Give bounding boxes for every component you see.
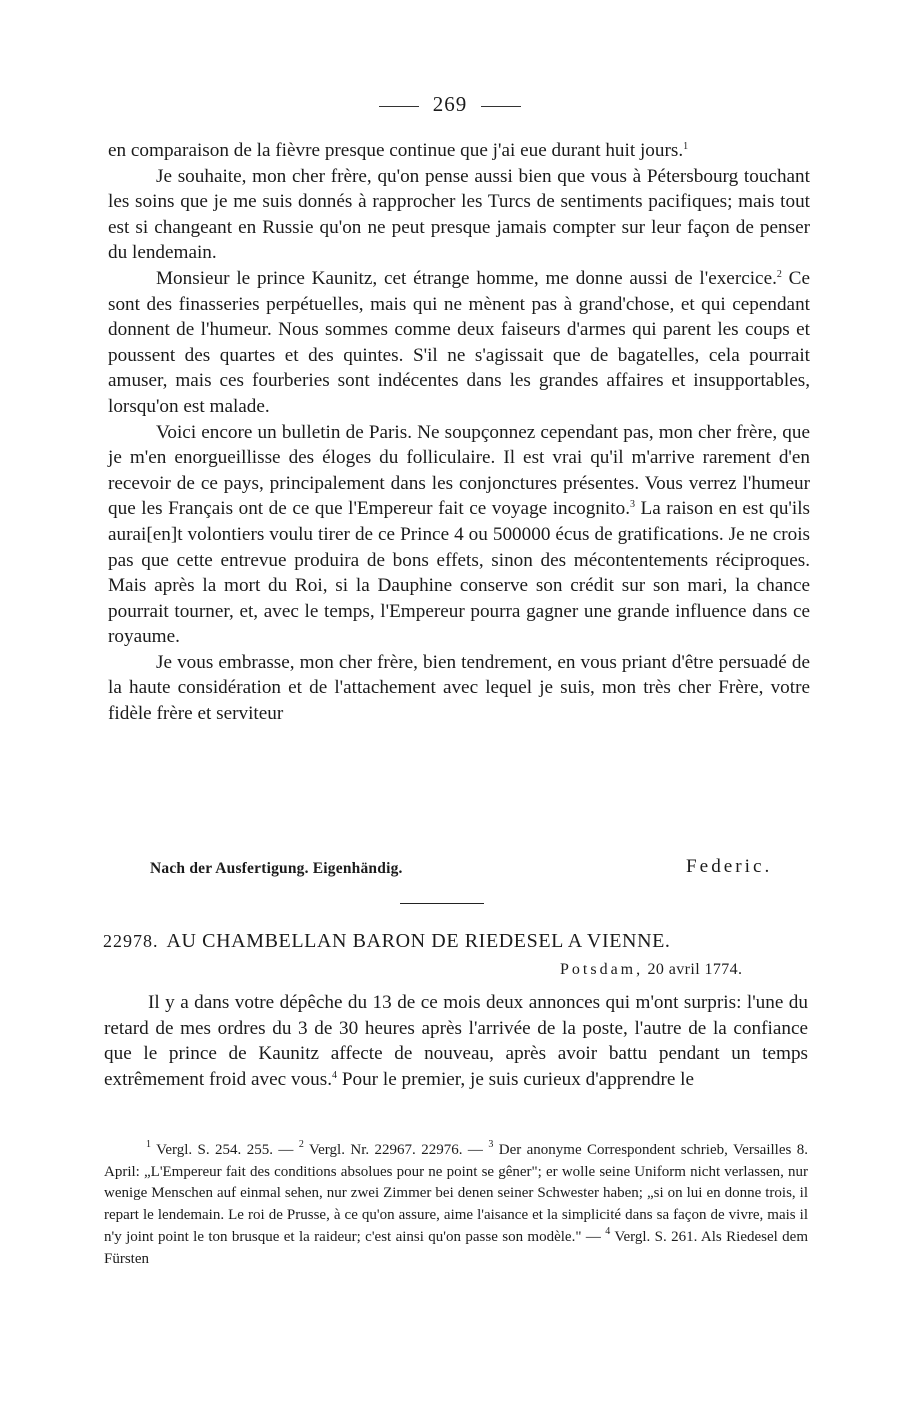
footnotes [104, 1140, 808, 1270]
paragraph: Monsieur le prince Kaunitz, cet étrange homme, me donne aussi de l'exercice.$^2$ Ce sont des finasseries perpétuelles, mais qui ne mènent pas à grand'chose, et qui cependant donnent de l'humeur. Nous sommes comme deux faiseurs d'armes qui parent les coups et poussent des quartes et des quintes. S'il ne s'agissait que de bagatelles, cela pourrait amuser, mais ces fourberies sont indécentes dans les grandes affaires et insupportables, lorsqu'on est malade. [108, 267, 810, 417]
footnote-ref: 1 [683, 141, 689, 152]
footnote-marker: 1 [146, 1139, 151, 1150]
footnote-ref: 4 [332, 1069, 338, 1081]
paragraph: Voici encore un bulletin de Paris. Ne soupçonnez cependant pas, mon cher frère, que je m'en enorgueillisse des éloges du folliculaire. Il est vrai qu'il m'arrive rarement d'en recevoir de ce pays, principalement dans les conjonctures présentes. Vous verrez l'humeur que les Français ont de ce que l'Empereur fait ce voyage incognito.$^3$ La raison en est qu'ils aurai[en]t volontiers voulu tirer de ce Prince 4 ou 500000 écus de gratifications. Je ne crois pas que cette entrevue produira de bons effets, sinon des mécontentements réciproques. Mais après la mort du Roi, si la Dauphine conserve son crédit sur son mari, la chance pourrait tourner, et, avec le temps, l'Empereur pourra gagner une grande influence dans ce royaume. [108, 421, 811, 648]
header-rule-left [379, 106, 419, 107]
paragraph: Je souhaite, mon cher frère, qu'on pense aussi bien que vous à Pétersbourg touchant les soins que je me suis donnés à rapprocher les Turcs de sentiments pacifiques; mais tout est si changeant en Russie qu'on ne peut presque jamais compter sur leur façon de penser du lendemain. [108, 165, 810, 264]
footnote-marker: 4 [605, 1225, 611, 1237]
footnote-marker: 2 [298, 1139, 304, 1150]
page-header [0, 92, 900, 117]
letter-heading [103, 930, 813, 953]
footnote-ref: 2 [776, 268, 782, 280]
page-number: 269 [432, 92, 468, 116]
paragraph: Il y a dans votre dépêche du 13 de ce mois deux annonces qui m'ont surpris: l'une du retard de mes ordres du 3 de 30 heures après l'arrivée de la poste, l'autre de la confiance que le prince de Kaunitz affecte de nouveau, après avoir battu pendant un temps extrêmement froid avec vous.$^4$ Pour le premier, je suis curieux d'apprendre le [104, 992, 808, 1090]
footnote-marker: 3 [488, 1139, 494, 1150]
source-note: Nach der Ausfertigung. Eigenhändig. [150, 860, 403, 877]
signature: Federic. [686, 856, 773, 877]
dateline-place: Potsdam, [560, 961, 644, 978]
letter-body-continued [108, 138, 810, 727]
paragraph: en comparaison de la fièvre presque continue que j'ai eue durant huit jours.$^1$ [108, 140, 689, 161]
dateline [560, 961, 742, 979]
letter-title: AU CHAMBELLAN BARON DE RIEDESEL A VIENNE. [166, 930, 671, 952]
dateline-date: 20 avril 1774. [647, 961, 743, 978]
footnote-ref: 3 [630, 499, 635, 511]
footnote-block: $^1$ Vergl. S. 254. 255. — $^2$ Vergl. Nr. 22967. 22976. — $^3$ Der anonyme Correspondent schrieb, Versailles 8. April: „L'Empereur fait des conditions absolues pour ne point se gêner"; er wolle seine Uniform nicht verlassen, nur wenige Menschen auf einmal sehen, nur zwei Zimmer bei denen seiner Schwester haben; „si on lui en donne trois, il repart le lendemain. Le roi de Prusse, à ce qu'on assure, aime l'aisance et la simplicité dans sa façon de vivre, mais il n'y joint point le ton brusque et la raideur; c'est ainsi qu'on passe son modèle." — $^4$ Vergl. S. 261. Als Riedesel dem Fürsten [104, 1139, 808, 1267]
letter-body-new [104, 990, 808, 1092]
letter-number: 22978. [103, 931, 159, 951]
header-rule-right [481, 106, 521, 107]
section-divider [400, 903, 484, 904]
paragraph: Je vous embrasse, mon cher frère, bien tendrement, en vous priant d'être persuadé de la haute considération et de l'attachement avec lequel je suis, mon très cher Frère, votre fidèle frère et serviteur [108, 651, 810, 725]
